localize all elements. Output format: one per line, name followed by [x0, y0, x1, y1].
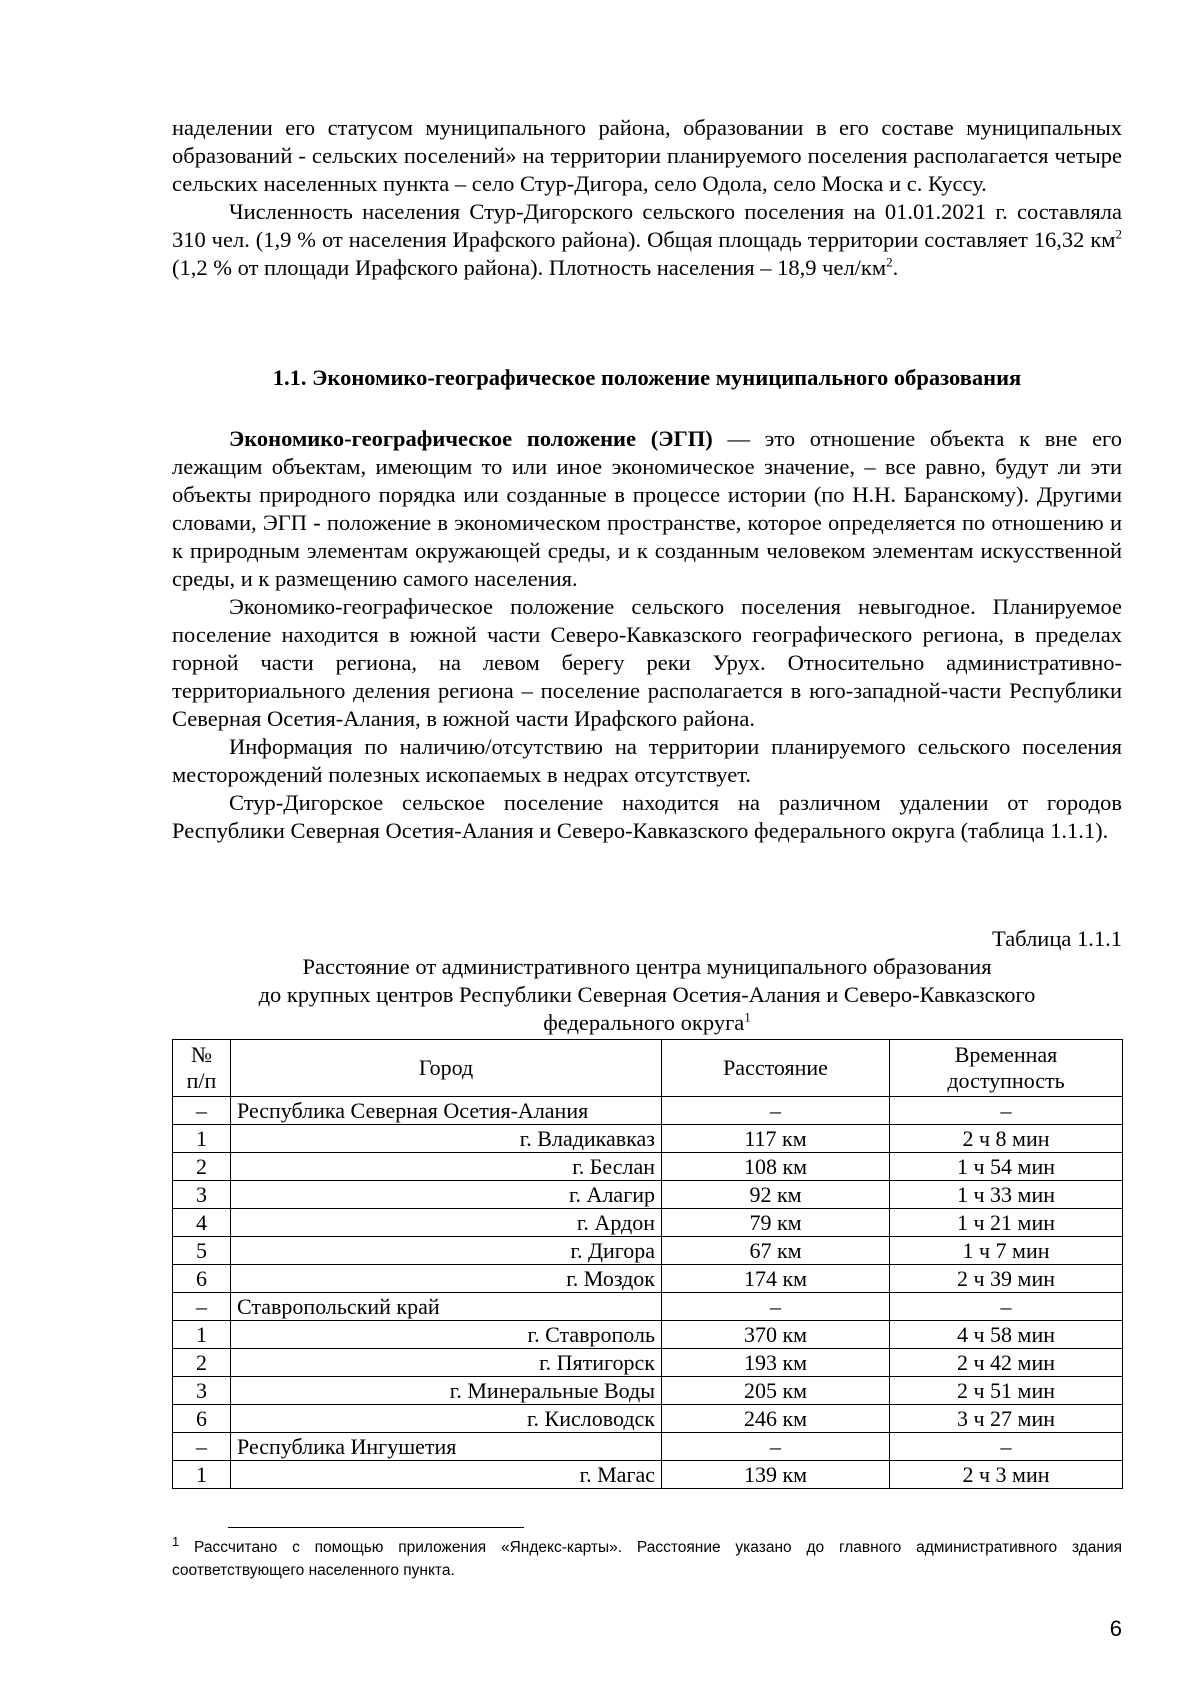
table-row	[173, 1461, 1123, 1489]
table-row	[173, 1181, 1123, 1209]
caption-line-2: до крупных центров Республики Северная Осетия-Алания и Северо-Кавказского	[258, 982, 1036, 1007]
cell-region: Ставропольский край	[231, 1293, 662, 1321]
cell-distance: –	[662, 1293, 890, 1321]
table-row	[173, 1321, 1123, 1349]
table-row	[173, 1349, 1123, 1377]
egp-definition-text: — это отношение объекта к вне его лежащим объектам, имеющим то или иное экономическое значение, – все равно, будут ли эти объекты природного порядка или созданные в процессе истории (по Н.Н. Баранскому). Другими словами, ЭГП - положение в экономическом пространстве, которое определяется по отношению и к природным элементам окружающей среды, и к созданным человеком элементам искусственной среды, и к размещению самого населения.	[172, 426, 1122, 591]
page-number: 6	[1109, 1616, 1122, 1641]
cell-time: –	[890, 1097, 1123, 1125]
cell-num: –	[173, 1097, 231, 1125]
table-row	[173, 1209, 1123, 1237]
table-row	[173, 1125, 1123, 1153]
cell-num: 6	[173, 1405, 231, 1433]
cell-city: г. Алагир	[231, 1181, 662, 1209]
section-heading: 1.1. Экономико-географическое положение муниципального образования	[272, 365, 1022, 390]
caption-line-3: федерального округа	[543, 1010, 745, 1035]
cell-num: –	[173, 1293, 231, 1321]
cell-city: г. Кисловодск	[231, 1405, 662, 1433]
table-row	[173, 1237, 1123, 1265]
intro-paragraph-2	[172, 198, 1122, 282]
egp-definition	[172, 425, 1122, 593]
cell-time: 1 ч 54 мин	[890, 1153, 1123, 1181]
cell-distance: 193 км	[662, 1349, 890, 1377]
cell-time: 3 ч 27 мин	[890, 1405, 1123, 1433]
cell-time: –	[890, 1293, 1123, 1321]
cell-num: 5	[173, 1237, 231, 1265]
egp-paragraph-2: Экономико-географическое положение сельского поселения невыгодное. Планируемое поселение находится в южной части Северо-Кавказского географического региона, в пределах горной части региона, на левом берегу реки Урух. Относительно административно-территориального деления региона – поселение располагается в юго-западной-части Республики Северная Осетия-Алания, в южной части Ирафского района.	[172, 594, 1122, 731]
cell-time: 1 ч 21 мин	[890, 1209, 1123, 1237]
cell-city: г. Беслан	[231, 1153, 662, 1181]
cell-distance: 67 км	[662, 1237, 890, 1265]
cell-distance: 205 км	[662, 1377, 890, 1405]
cell-city: г. Пятигорск	[231, 1349, 662, 1377]
cell-city: г. Владикавказ	[231, 1125, 662, 1153]
table-region-row	[173, 1433, 1123, 1461]
table-row	[173, 1405, 1123, 1433]
table-body	[173, 1097, 1123, 1489]
intro-p2-text-a: Численность населения Стур-Дигорского сельского поселения на 01.01.2021 г. составляла 310 чел. (1,9 % от населения Ирафского района). Общая площадь территории составляет 16,32 км	[172, 199, 1122, 252]
table-row	[173, 1377, 1123, 1405]
cell-city: г. Дигора	[231, 1237, 662, 1265]
table-header-row	[173, 1040, 1123, 1097]
cell-city: г. Моздок	[231, 1265, 662, 1293]
intro-block	[172, 114, 1122, 282]
cell-time: 2 ч 3 мин	[890, 1461, 1123, 1489]
table-caption	[172, 953, 1122, 1037]
header-distance: Расстояние	[662, 1040, 890, 1097]
cell-time: 1 ч 33 мин	[890, 1181, 1123, 1209]
egp-term: Экономико-географическое положение (ЭГП)	[229, 426, 713, 451]
table-row	[173, 1265, 1123, 1293]
cell-time: –	[890, 1433, 1123, 1461]
footnote-text: Рассчитано с помощью приложения «Яндекс-карты». Расстояние указано до главного административного здания соответствующего населенного пункта.	[172, 1539, 1122, 1579]
table-number: Таблица 1.1.1	[992, 926, 1122, 951]
cell-time: 2 ч 39 мин	[890, 1265, 1123, 1293]
table-region-row	[173, 1293, 1123, 1321]
cell-city: г. Ставрополь	[231, 1321, 662, 1349]
cell-distance: 174 км	[662, 1265, 890, 1293]
cell-time: 1 ч 7 мин	[890, 1237, 1123, 1265]
cell-num: 1	[173, 1321, 231, 1349]
cell-num: 1	[173, 1125, 231, 1153]
distance-table	[172, 1039, 1123, 1489]
cell-num: 3	[173, 1181, 231, 1209]
cell-distance: –	[662, 1097, 890, 1125]
cell-region: Республика Северная Осетия-Алания	[231, 1097, 662, 1125]
cell-distance: 108 км	[662, 1153, 890, 1181]
cell-num: 4	[173, 1209, 231, 1237]
intro-p2-text-c: .	[892, 255, 899, 280]
footnote	[172, 1533, 1122, 1582]
cell-num: 2	[173, 1349, 231, 1377]
cell-num: 1	[173, 1461, 231, 1489]
table-row	[173, 1153, 1123, 1181]
cell-region: Республика Ингушетия	[231, 1433, 662, 1461]
cell-num: 2	[173, 1153, 231, 1181]
intro-paragraph-1: наделении его статусом муниципального района, образовании в его составе муниципальных образований - сельских поселений» на территории планируемого поселения располагается четыре сельских населенных пункта – село Стур-Дигора, село Одола, село Моска и с. Куссу.	[172, 115, 1122, 196]
header-city: Город	[231, 1040, 662, 1097]
cell-time: 2 ч 51 мин	[890, 1377, 1123, 1405]
egp-block	[172, 425, 1122, 845]
superscript-2: 2	[1115, 226, 1122, 242]
cell-distance: 92 км	[662, 1181, 890, 1209]
egp-paragraph-3: Информация по наличию/отсутствию на территории планируемого сельского поселения месторождений полезных ископаемых в недрах отсутствует.	[172, 734, 1122, 787]
cell-city: г. Минеральные Воды	[231, 1377, 662, 1405]
cell-num: 3	[173, 1377, 231, 1405]
egp-paragraph-4: Стур-Дигорское сельское поселение находится на различном удалении от городов Республики Северная Осетия-Алания и Северо-Кавказского федерального округа (таблица 1.1.1).	[172, 790, 1122, 843]
cell-num: 6	[173, 1265, 231, 1293]
caption-footnote-mark: 1	[744, 1009, 751, 1025]
intro-p2-text-b: (1,2 % от площади Ирафского района). Плотность населения – 18,9 чел/км	[172, 255, 887, 280]
cell-time: 4 ч 58 мин	[890, 1321, 1123, 1349]
header-time: Временная доступность	[890, 1040, 1123, 1097]
document-page	[172, 0, 1122, 1697]
cell-num: –	[173, 1433, 231, 1461]
footnote-divider	[228, 1527, 524, 1528]
header-num: № п/п	[173, 1040, 231, 1097]
cell-time: 2 ч 8 мин	[890, 1125, 1123, 1153]
cell-distance: 139 км	[662, 1461, 890, 1489]
cell-distance: –	[662, 1433, 890, 1461]
caption-line-1: Расстояние от административного центра муниципального образования	[302, 954, 992, 979]
cell-city: г. Магас	[231, 1461, 662, 1489]
cell-time: 2 ч 42 мин	[890, 1349, 1123, 1377]
superscript-2b: 2	[886, 254, 893, 270]
cell-distance: 246 км	[662, 1405, 890, 1433]
cell-city: г. Ардон	[231, 1209, 662, 1237]
footnote-mark: 1	[172, 1533, 180, 1549]
table-region-row	[173, 1097, 1123, 1125]
cell-distance: 79 км	[662, 1209, 890, 1237]
cell-distance: 370 км	[662, 1321, 890, 1349]
cell-distance: 117 км	[662, 1125, 890, 1153]
